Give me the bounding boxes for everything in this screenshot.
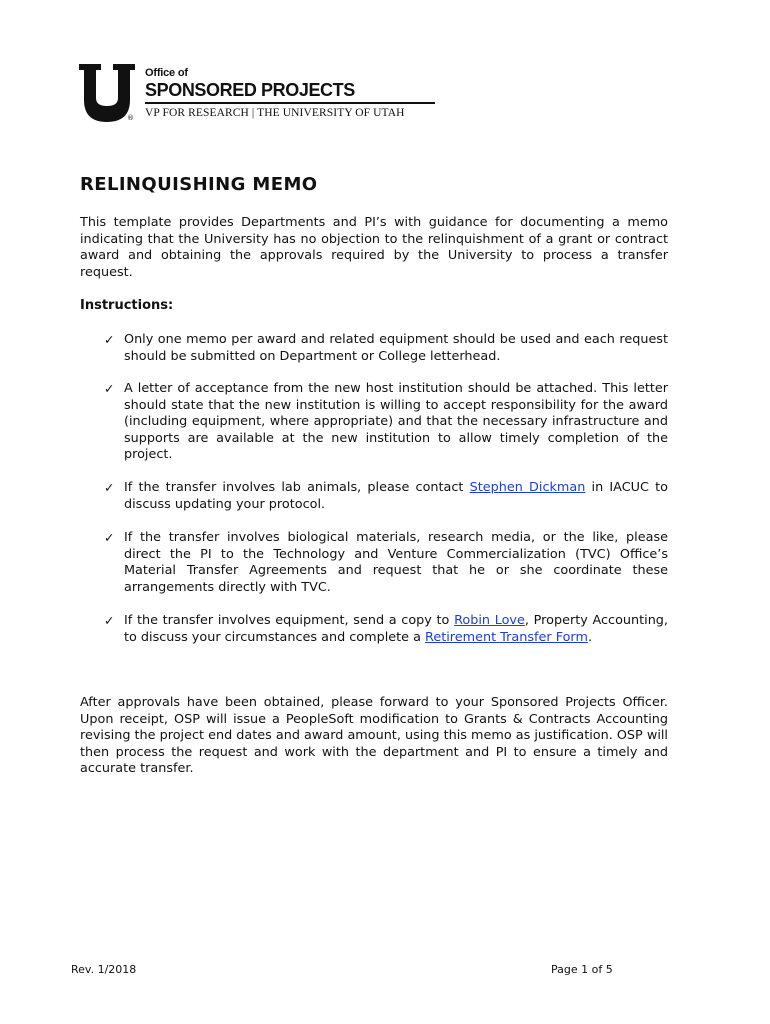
logo-sponsored-projects: SPONSORED PROJECTS [145, 80, 355, 100]
instruction-text: Only one memo per award and related equipment should be used and each request should be submitted on Department or College letterhead. [124, 332, 668, 364]
closing-paragraph: After approvals have been obtained, please forward to your Sponsored Projects Officer. Upon receipt, OSP will issue a PeopleSoft modification to Grants & Contracts Accounting revising the project end dates and award amount, using this memo as justification. OSP will then process the request and work with the department and PI to ensure a timely and accurate transfer. [80, 695, 668, 777]
checkmark-icon: ✓ [104, 381, 115, 396]
intro-paragraph: This template provides Departments and PI’s with guidance for documenting a memo indicating that the University has no objection to the relinquishment of a grant or contract award and obtaining the approvals required by the University to process a transfer request. [80, 215, 668, 280]
instruction-text-part: in IACUC to discuss updating your protocol. [124, 480, 669, 512]
instruction-text: If the transfer involves biological materials, research media, or the like, please direct the PI to the Technology and Venture Commercialization (TVC) Office’s Material Transfer Agreements and request that he or she coordinate these arrangements directly with TVC. [124, 530, 668, 595]
instruction-text-part: If the transfer involves lab animals, please contact [124, 480, 470, 495]
memo-title: RELINQUISHING MEMO [80, 174, 318, 195]
instruction-text [124, 613, 668, 646]
logo-divider [145, 102, 435, 104]
instruction-text-part: If the transfer involves equipment, send a copy to [124, 613, 455, 628]
registered-mark: ® [127, 114, 134, 122]
footer-page-number: Page 1 of 5 [551, 963, 613, 976]
checkmark-icon: ✓ [104, 480, 115, 495]
checkmark-icon: ✓ [104, 613, 115, 628]
retirement-transfer-form-link[interactable]: Retirement Transfer Form [425, 629, 588, 645]
logo-office-of: Office of [145, 67, 188, 79]
instruction-text: A letter of acceptance from the new host institution should be attached. This letter should state that the new institution is willing to accept responsibility for the award (including equipment, where appropriate) and that the necessary infrastructure and supports are available at the new institution to allow timely completion of the project. [124, 381, 668, 463]
instruction-text-part: . [587, 629, 593, 645]
stephen-dickman-link[interactable]: Stephen Dickman [469, 480, 586, 495]
instructions-heading: Instructions: [80, 298, 174, 313]
instruction-text-part: , Property Accounting, to discuss your circumstances and complete a [124, 613, 669, 645]
footer-revision: Rev. 1/2018 [71, 963, 137, 976]
checkmark-icon: ✓ [104, 332, 115, 347]
logo-subline: VP FOR RESEARCH | THE UNIVERSITY OF UTAH [145, 107, 405, 119]
checkmark-icon: ✓ [104, 530, 115, 545]
instruction-text [124, 480, 668, 513]
osp-logo [79, 64, 439, 126]
robin-love-link[interactable]: Robin Love [454, 613, 525, 628]
